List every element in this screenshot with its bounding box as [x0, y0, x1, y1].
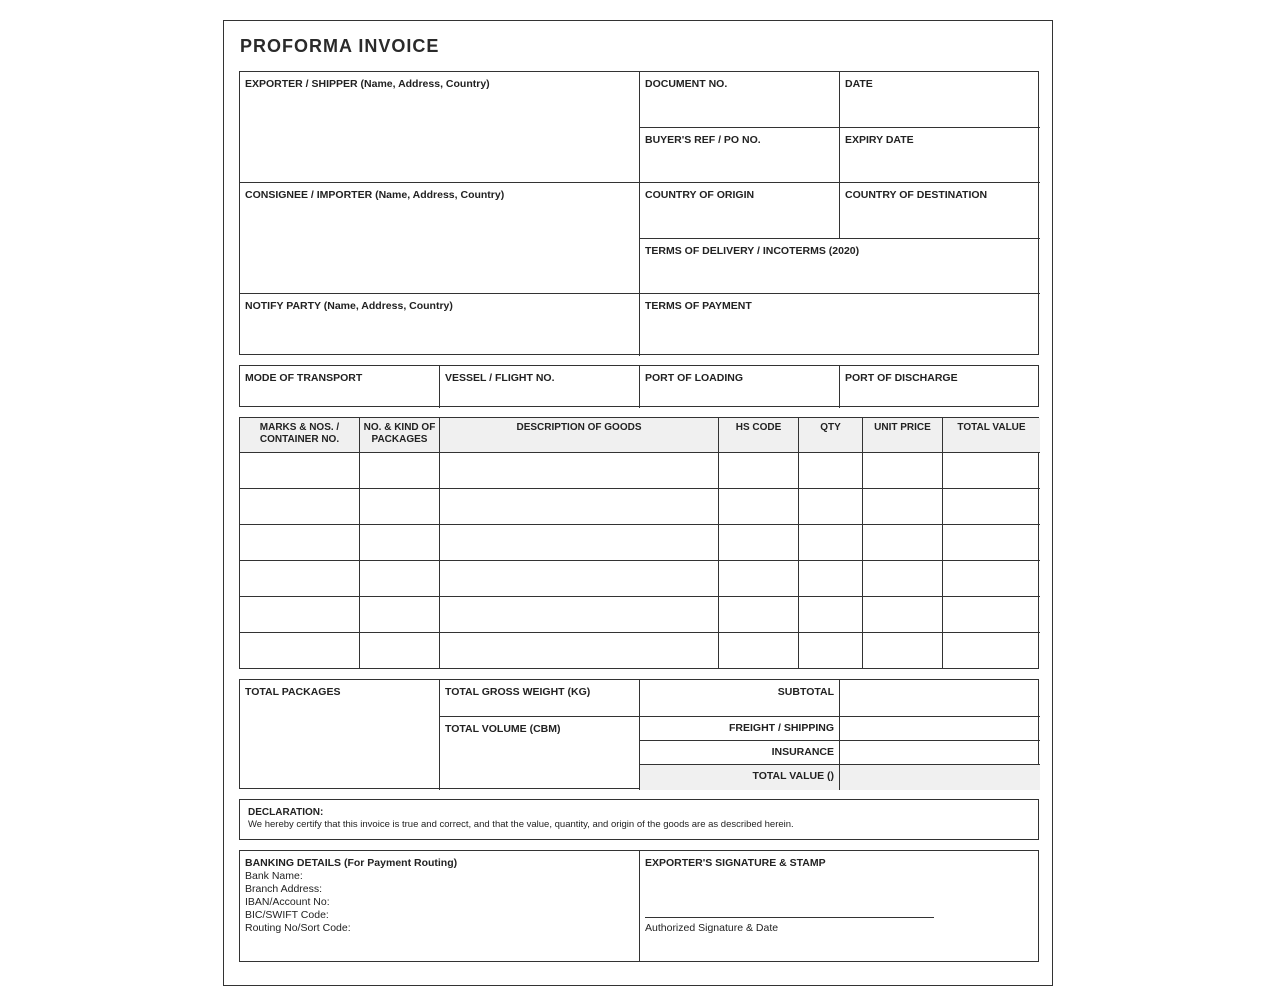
signature-title: EXPORTER'S SIGNATURE & STAMP	[645, 857, 826, 869]
column-header: DESCRIPTION OF GOODS	[440, 418, 719, 453]
table-cell[interactable]	[863, 453, 943, 489]
table-cell[interactable]	[360, 633, 440, 669]
consignee-field[interactable]: CONSIGNEE / IMPORTER (Name, Address, Country)	[240, 183, 640, 294]
table-cell[interactable]	[360, 525, 440, 561]
table-cell[interactable]	[799, 525, 863, 561]
table-cell[interactable]	[863, 633, 943, 669]
table-cell[interactable]	[360, 453, 440, 489]
table-cell[interactable]	[719, 561, 799, 597]
port-discharge-field[interactable]: PORT OF DISCHARGE	[845, 372, 958, 384]
goods-table	[239, 417, 1039, 669]
table-cell[interactable]	[440, 489, 719, 525]
table-cell[interactable]	[943, 561, 1040, 597]
table-cell[interactable]	[240, 633, 360, 669]
expiry-date-field[interactable]: EXPIRY DATE	[840, 128, 1040, 183]
signature-label: Authorized Signature & Date	[645, 922, 779, 934]
table-cell[interactable]	[943, 489, 1040, 525]
subtotal-input[interactable]	[840, 680, 1040, 717]
column-header: MARKS & NOS. / CONTAINER NO.	[240, 418, 360, 453]
banking-details[interactable]	[240, 851, 640, 961]
table-cell[interactable]	[440, 453, 719, 489]
table-cell[interactable]	[719, 597, 799, 633]
insurance-label: INSURANCE	[640, 741, 840, 765]
table-cell[interactable]	[360, 597, 440, 633]
table-cell[interactable]	[240, 525, 360, 561]
table-cell[interactable]	[799, 561, 863, 597]
invoice-title: PROFORMA INVOICE	[240, 36, 440, 56]
table-cell[interactable]	[360, 489, 440, 525]
table-cell[interactable]	[863, 489, 943, 525]
buyers-ref-field[interactable]: BUYER'S REF / PO NO.	[640, 128, 840, 183]
terms-payment-field[interactable]: TERMS OF PAYMENT	[645, 300, 752, 312]
table-cell[interactable]	[440, 597, 719, 633]
column-header: HS CODE	[719, 418, 799, 453]
transport-block	[239, 365, 1039, 407]
column-header: TOTAL VALUE	[943, 418, 1040, 453]
table-cell[interactable]	[240, 489, 360, 525]
table-cell[interactable]	[799, 597, 863, 633]
subtotal-label: SUBTOTAL	[640, 680, 840, 717]
table-cell[interactable]	[440, 525, 719, 561]
table-cell[interactable]	[719, 525, 799, 561]
column-header: NO. & KIND OF PACKAGES	[360, 418, 440, 453]
swift-line: BIC/SWIFT Code:	[245, 909, 329, 921]
table-cell[interactable]	[863, 597, 943, 633]
column-header: UNIT PRICE	[863, 418, 943, 453]
port-loading-field[interactable]: PORT OF LOADING	[640, 366, 840, 408]
vessel-flight-field[interactable]: VESSEL / FLIGHT NO.	[440, 366, 640, 408]
totals-block	[239, 679, 1039, 789]
date-field[interactable]: DATE	[840, 72, 1040, 128]
table-cell[interactable]	[943, 633, 1040, 669]
table-cell[interactable]	[240, 597, 360, 633]
parties-info-block	[239, 71, 1039, 355]
table-cell[interactable]	[799, 453, 863, 489]
volume-field[interactable]: TOTAL VOLUME (CBM)	[440, 717, 640, 790]
banking-title: BANKING DETAILS (For Payment Routing)	[245, 857, 458, 869]
country-destination-field[interactable]: COUNTRY OF DESTINATION	[840, 183, 1040, 239]
bank-name-line: Bank Name:	[245, 870, 303, 882]
signature-line	[645, 917, 934, 918]
total-packages-field[interactable]: TOTAL PACKAGES	[240, 680, 440, 790]
declaration-box	[239, 799, 1039, 840]
total-value-input[interactable]	[840, 765, 1040, 790]
table-cell[interactable]	[240, 561, 360, 597]
mode-transport-field[interactable]: MODE OF TRANSPORT	[240, 366, 440, 408]
freight-label: FREIGHT / SHIPPING	[640, 717, 840, 741]
terms-delivery-field[interactable]: TERMS OF DELIVERY / INCOTERMS (2020)	[640, 239, 1040, 294]
table-cell[interactable]	[719, 489, 799, 525]
exporter-field[interactable]: EXPORTER / SHIPPER (Name, Address, Country)	[240, 72, 640, 183]
table-cell[interactable]	[863, 561, 943, 597]
iban-line: IBAN/Account No:	[245, 896, 330, 908]
table-cell[interactable]	[943, 453, 1040, 489]
gross-weight-field[interactable]: TOTAL GROSS WEIGHT (KG)	[440, 680, 640, 717]
table-cell[interactable]	[240, 453, 360, 489]
notify-party-field[interactable]: NOTIFY PARTY (Name, Address, Country)	[240, 294, 640, 356]
column-header: QTY	[799, 418, 863, 453]
table-cell[interactable]	[440, 633, 719, 669]
table-cell[interactable]	[943, 597, 1040, 633]
table-cell[interactable]	[863, 525, 943, 561]
declaration-text: We hereby certify that this invoice is true and correct, and that the value, quantity, and origin of the goods are as described herein.	[248, 819, 794, 830]
document-no-field[interactable]: DOCUMENT NO.	[640, 72, 840, 128]
total-value-label: TOTAL VALUE ()	[640, 765, 840, 790]
table-cell[interactable]	[360, 561, 440, 597]
banking-signature-block	[239, 850, 1039, 962]
declaration-title: DECLARATION:	[248, 807, 324, 818]
table-cell[interactable]	[799, 489, 863, 525]
country-origin-field[interactable]: COUNTRY OF ORIGIN	[640, 183, 840, 239]
freight-input[interactable]	[840, 717, 1040, 741]
table-cell[interactable]	[799, 633, 863, 669]
table-cell[interactable]	[719, 453, 799, 489]
signature-box[interactable]	[640, 851, 1040, 961]
table-cell[interactable]	[943, 525, 1040, 561]
branch-address-line: Branch Address:	[245, 883, 323, 895]
routing-line: Routing No/Sort Code:	[245, 922, 351, 934]
table-cell[interactable]	[440, 561, 719, 597]
insurance-input[interactable]	[840, 741, 1040, 765]
table-cell[interactable]	[719, 633, 799, 669]
